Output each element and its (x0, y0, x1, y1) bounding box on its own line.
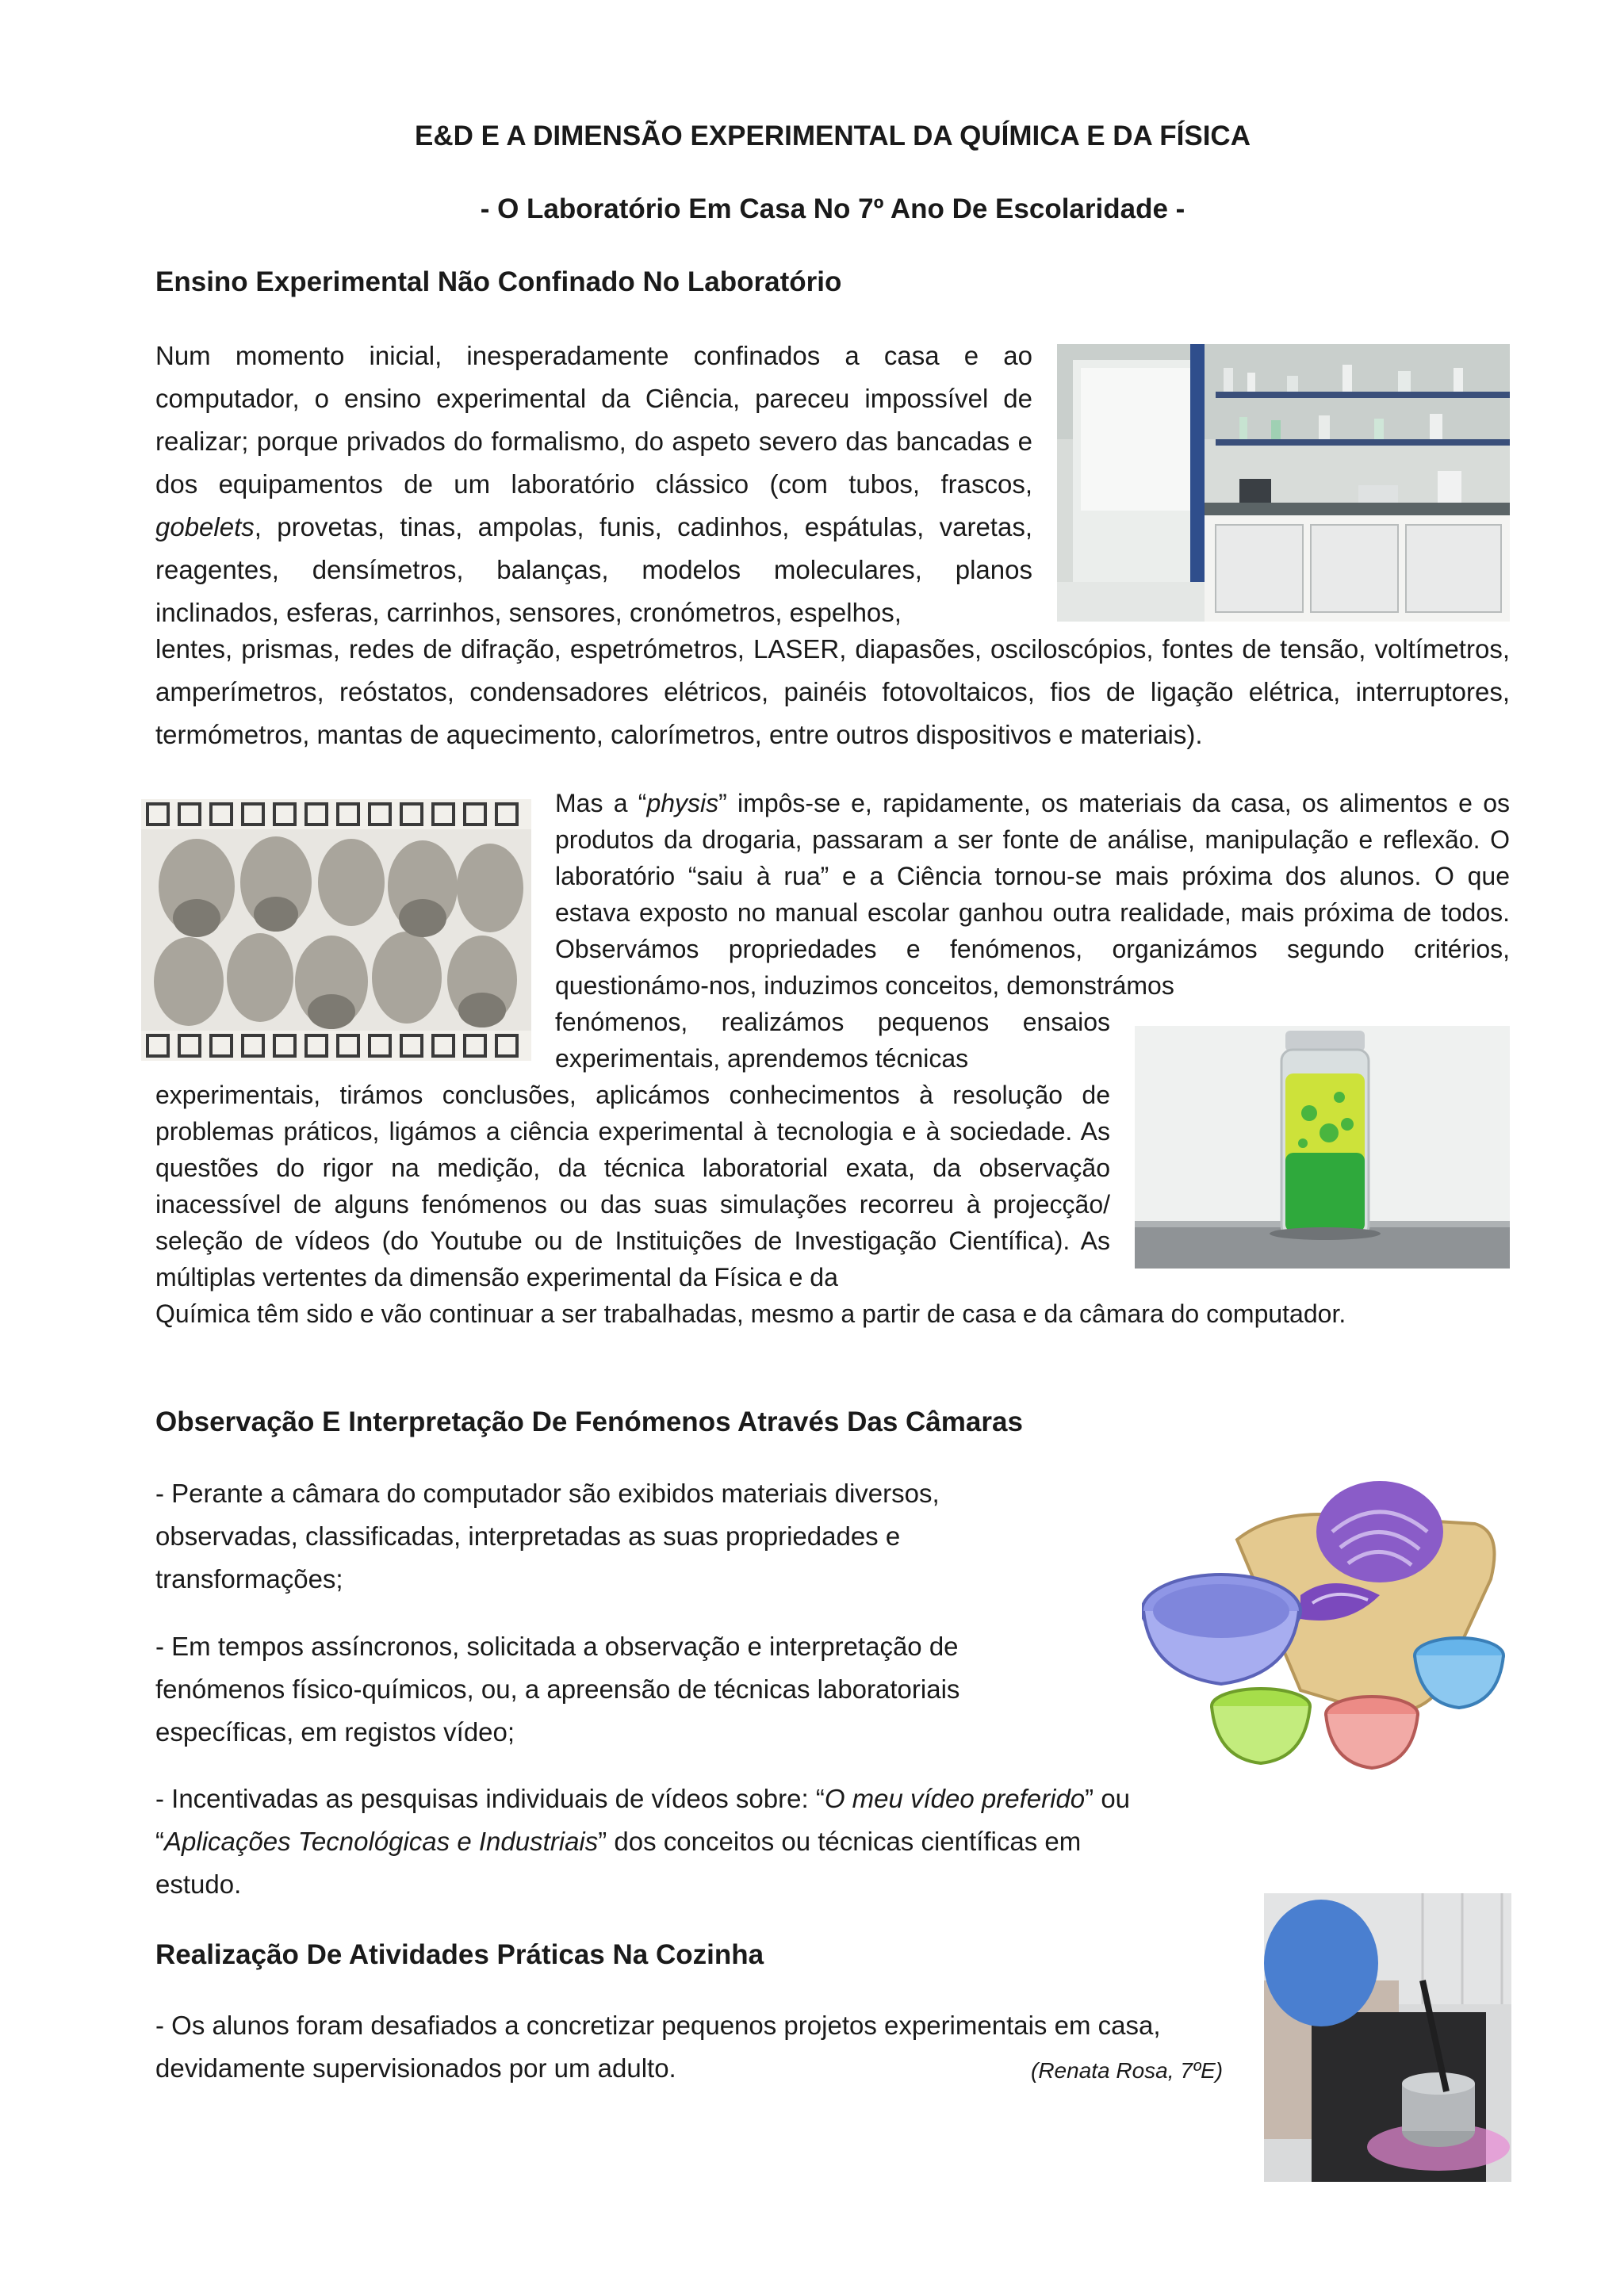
laboratory-photo (1057, 344, 1510, 622)
paragraph-physis-part3: experimentais, tirámos conclusões, aplicámos conhecimentos à resolução de problemas práticos, ligámos a ciência experimental à tecnologia e à sociedade. As questões do rigor na medição, da técnica laboratorial exata, da observação inacessível de alguns fenómenos ou das suas simulações recorreu à projecção/ seleção de vídeos (do Youtube ou de Instituições de Investigação Científica). As múltiplas vertentes da dimensão experimental da Física e da (155, 1081, 1110, 1292)
list-item-video-text-c: ” dos conceitos ou técnicas científicas em estudo. (155, 1827, 1082, 1899)
paragraph-physis-italic: physis (646, 789, 719, 817)
paragraph-physis-part4: Química têm sido e vão continuar a ser trabalhadas, mesmo a partir de casa e da câmara do computador. (155, 1299, 1346, 1328)
lava-lamp-jar-photo (1135, 1026, 1510, 1269)
list-item-video-text-a: - Incentivadas as pesquisas individuais de vídeos sobre: “ (155, 1784, 825, 1813)
philosophers-image (141, 799, 531, 1061)
list-item-kitchen-projects: - Os alunos foram desafiados a concretizar pequenos projetos experimentais em casa, devidamente supervisionados por um adulto. (155, 2011, 1161, 2083)
paragraph-intro-italic: gobelets (155, 512, 255, 541)
photo-credit-caption: (Renata Rosa, 7ºE) (1031, 2058, 1224, 2083)
face-blur-mask (1264, 1900, 1378, 2026)
list-item-camera-materials: - Perante a câmara do computador são exibidos materiais diversos, observadas, classificadas, interpretadas as suas propriedades e transformações; (155, 1479, 940, 1594)
paragraph-intro-text-a: Num momento inicial, inesperadamente confinados a casa e ao computador, o ensino experimental da Ciência, pareceu impossível de realizar; porque privados do formalismo, do aspeto severo das bancadas e dos equipamentos de um laboratório clássico (com tubos, frascos, (155, 341, 1032, 499)
document-title: E&D E A DIMENSÃO EXPERIMENTAL DA QUÍMICA E DA FÍSICA (415, 121, 1251, 151)
paragraph-intro-part2: lentes, prismas, redes de difração, espetrómetros, LASER, diapasões, osciloscópios, fontes de tensão, voltímetros, amperímetros, reóstatos, condensadores elétricos, painéis fotovoltaicos, fios de ligação elétrica, interruptores, termómetros, mantas de aquecimento, calorímetros, entre outros dispositivos e materiais). (155, 634, 1510, 749)
list-item-video-research (155, 1777, 1139, 1906)
paragraph-physis-part2: fenómenos, realizámos pequenos ensaios experimentais, aprendemos técnicas (555, 1008, 1110, 1073)
paragraph-physis-text-b: ” impôs-se e, rapidamente, os materiais da casa, os alimentos e os produtos da drogaria, passaram a ser fonte de análise, manipulação e reflexão. O laboratório “saiu à rua” e a Ciência tornou-se mais próxima dos alunos. O que estava exposto no manual escolar ganhou outra realidade, mais próxima de todos. Observámos propriedades e fenómenos, organizámos segundo critérios, questionámo-nos, induzimos conceitos, demonstrámos (555, 789, 1511, 1000)
list-item-asynchronous: - Em tempos assíncronos, solicitada a observação e interpretação de fenómenos físico-químicos, ou, a apreensão de técnicas laboratoriais específicas, em registos vídeo; (155, 1632, 960, 1747)
red-cabbage-illustration (1142, 1476, 1511, 1779)
paragraph-intro-text-b: , provetas, tinas, ampolas, funis, cadinhos, espátulas, varetas, reagentes, densímetros, balanças, modelos moleculares, planos inclinados, esferas, carrinhos, sensores, cronómetros, espelhos, (155, 512, 1032, 627)
section-heading-kitchen: Realização De Atividades Práticas Na Cozinha (155, 1939, 764, 1970)
list-item-video-text-b: ” ou “ (155, 1784, 1131, 1856)
paragraph-physis-part1 (555, 785, 1510, 1004)
section-heading-experimental-teaching: Ensino Experimental Não Confinado No Laboratório (155, 266, 842, 297)
kitchen-activity-photo (1264, 1893, 1511, 2182)
paragraph-physis-text-a: Mas a “ (555, 789, 647, 817)
section-heading-observation: Observação E Interpretação De Fenómenos Através Das Câmaras (155, 1406, 1023, 1437)
document-subtitle: - O Laboratório Em Casa No 7º Ano De Escolaridade - (480, 193, 1185, 224)
paragraph-intro-part1 (155, 335, 1032, 634)
list-item-video-italic-1: O meu vídeo preferido (824, 1784, 1086, 1813)
list-item-video-italic-2: Aplicações Tecnológicas e Industriais (164, 1827, 599, 1856)
